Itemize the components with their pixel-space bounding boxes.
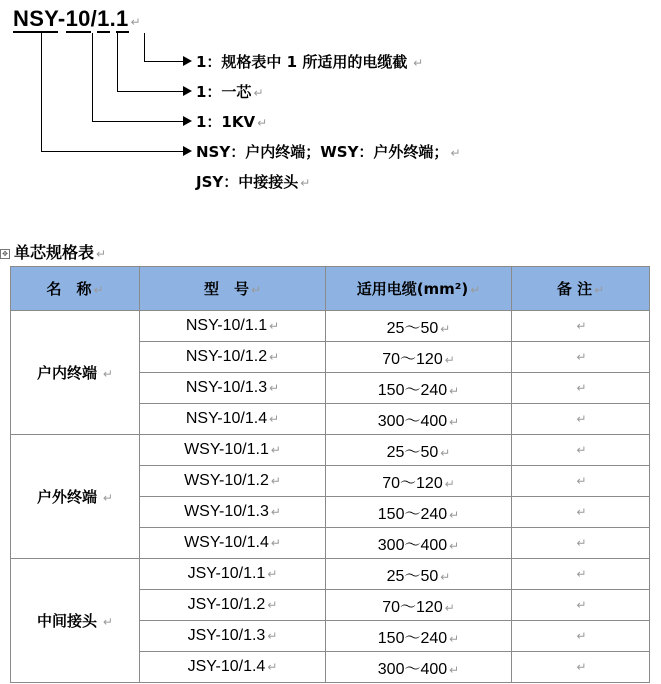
- paragraph-mark-icon: ↵: [300, 176, 311, 190]
- size-cell: 300～400 ↵: [326, 528, 512, 559]
- header-remarks: 备 注 ↵: [512, 267, 650, 311]
- model-cell: WSY-10/1.2 ↵: [140, 466, 326, 497]
- group-cell-joint: 中间接头 ↵: [11, 559, 140, 683]
- table-title: 单芯规格表 ↵: [14, 243, 107, 262]
- header-name: 名 称 ↵: [11, 267, 140, 311]
- size-cell: 150～240 ↵: [326, 621, 512, 652]
- remark-cell: ↵: [512, 621, 650, 652]
- group-cell-outdoor: 户外终端 ↵: [11, 435, 140, 559]
- size-cell: 70～120 ↵: [326, 342, 512, 373]
- size-cell: 25～50 ↵: [326, 559, 512, 590]
- table-row: [11, 559, 650, 590]
- leader-line-prefix-v: [41, 33, 42, 152]
- table-row: [11, 435, 650, 466]
- paragraph-mark-icon: ↵: [409, 56, 424, 70]
- size-cell: 25～50 ↵: [326, 311, 512, 342]
- code-dash: -: [57, 6, 66, 31]
- code-cores: 1: [97, 6, 110, 31]
- remark-cell: ↵: [512, 497, 650, 528]
- paragraph-mark-icon: ↵: [130, 15, 141, 29]
- model-cell: NSY-10/1.1 ↵: [140, 311, 326, 342]
- code-prefix: NSY: [13, 6, 58, 31]
- annotation-prefix: NSY：户内终端；WSY：户外终端； ↵: [196, 143, 461, 161]
- code-spec: 1: [116, 6, 129, 31]
- remark-cell: ↵: [512, 466, 650, 497]
- model-cell: NSY-10/1.2 ↵: [140, 342, 326, 373]
- spec-table: [10, 266, 650, 683]
- size-cell: 300～400 ↵: [326, 404, 512, 435]
- size-cell: 150～240 ↵: [326, 373, 512, 404]
- table-header-row: [11, 267, 650, 311]
- remark-cell: ↵: [512, 590, 650, 621]
- paragraph-mark-icon: ↵: [450, 146, 461, 160]
- model-code-title: [13, 6, 141, 32]
- remark-cell: ↵: [512, 342, 650, 373]
- leader-line-prefix-h: [41, 151, 184, 152]
- size-cell: 70～120 ↵: [326, 590, 512, 621]
- arrow-right-icon: [183, 116, 192, 126]
- table-move-handle-icon[interactable]: ✥: [0, 249, 10, 259]
- model-cell: NSY-10/1.4 ↵: [140, 404, 326, 435]
- leader-line-spec-h: [144, 61, 184, 62]
- annotation-joint: JSY：中接接头 ↵: [196, 173, 311, 191]
- paragraph-mark-icon: ↵: [253, 86, 264, 100]
- annotation-voltage: 1：1KV ↵: [196, 113, 268, 131]
- model-cell: JSY-10/1.3 ↵: [140, 621, 326, 652]
- code-voltage: 10: [65, 6, 91, 31]
- size-cell: 25～50 ↵: [326, 435, 512, 466]
- header-cable-size: 适用电缆(mm²) ↵: [326, 267, 512, 311]
- arrow-right-icon: [183, 86, 192, 96]
- header-model: 型 号 ↵: [140, 267, 326, 311]
- size-cell: 150～240 ↵: [326, 497, 512, 528]
- table-row: [11, 311, 650, 342]
- leader-line-cores-h: [117, 91, 184, 92]
- remark-cell: ↵: [512, 404, 650, 435]
- model-cell: WSY-10/1.4 ↵: [140, 528, 326, 559]
- group-cell-indoor: 户内终端 ↵: [11, 311, 140, 435]
- annotation-spec: 1：规格表中 1 所适用的电缆截 ↵: [196, 53, 424, 71]
- model-cell: JSY-10/1.2 ↵: [140, 590, 326, 621]
- paragraph-mark-icon: ↵: [257, 116, 268, 130]
- remark-cell: ↵: [512, 528, 650, 559]
- remark-cell: ↵: [512, 311, 650, 342]
- remark-cell: ↵: [512, 559, 650, 590]
- model-cell: NSY-10/1.3 ↵: [140, 373, 326, 404]
- arrow-right-icon: [183, 146, 192, 156]
- remark-cell: ↵: [512, 652, 650, 683]
- remark-cell: ↵: [512, 373, 650, 404]
- model-cell: JSY-10/1.4 ↵: [140, 652, 326, 683]
- code-dot: .: [109, 6, 117, 31]
- model-cell: JSY-10/1.1 ↵: [140, 559, 326, 590]
- model-cell: WSY-10/1.3 ↵: [140, 497, 326, 528]
- paragraph-mark-icon: ↵: [96, 247, 107, 261]
- leader-line-spec-v: [144, 33, 145, 62]
- model-cell: WSY-10/1.1 ↵: [140, 435, 326, 466]
- size-cell: 70～120 ↵: [326, 466, 512, 497]
- code-slash: /: [90, 6, 98, 31]
- leader-line-voltage-h: [92, 121, 184, 122]
- leader-line-voltage-v: [92, 33, 93, 122]
- annotation-cores: 1：一芯 ↵: [196, 83, 264, 101]
- size-cell: 300～400 ↵: [326, 652, 512, 683]
- arrow-right-icon: [183, 56, 192, 66]
- remark-cell: ↵: [512, 435, 650, 466]
- leader-line-cores-v: [117, 33, 118, 92]
